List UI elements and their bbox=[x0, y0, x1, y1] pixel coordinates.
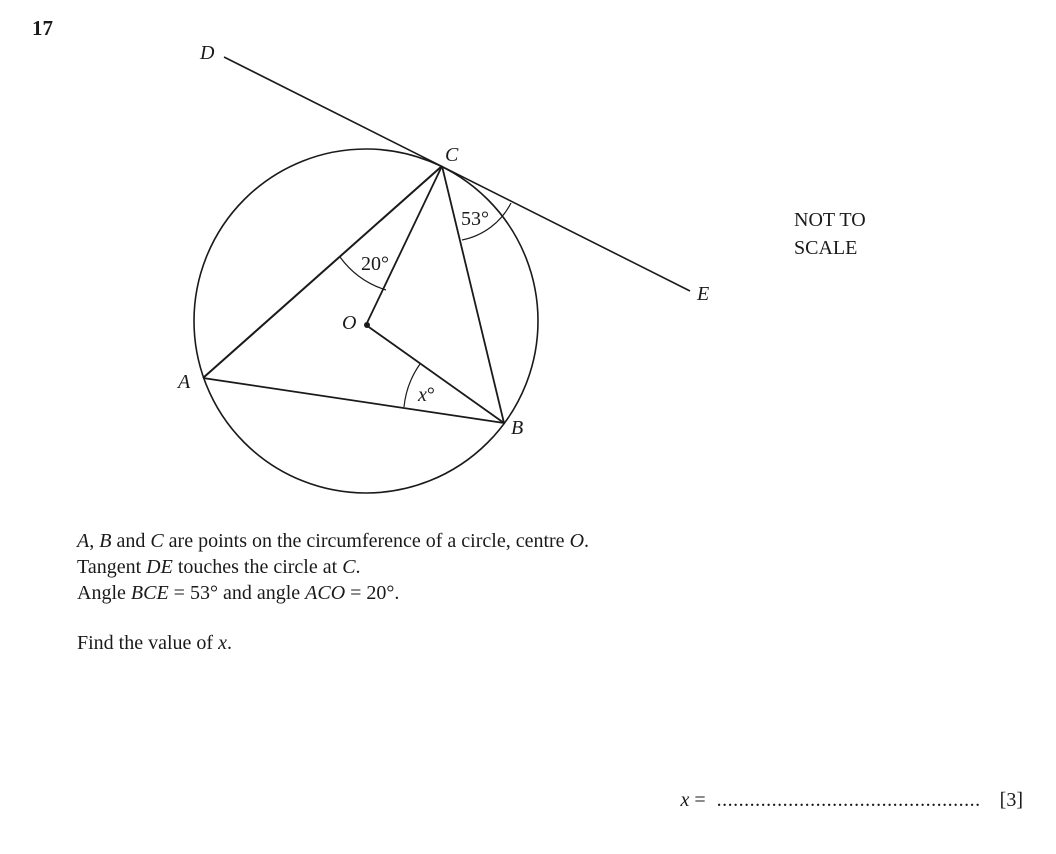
angle-label-bce: 53° bbox=[461, 208, 489, 230]
tangent-line-de bbox=[224, 57, 690, 291]
math-symbol: ACO bbox=[305, 582, 346, 604]
chord-cb bbox=[442, 166, 504, 423]
radius-oc bbox=[366, 166, 442, 325]
find-instruction bbox=[77, 632, 232, 655]
not-to-scale-note bbox=[794, 206, 866, 262]
math-symbol: C bbox=[150, 530, 164, 552]
math-symbol: A bbox=[77, 530, 90, 552]
text-run: = 53° and angle bbox=[168, 582, 306, 604]
label-e: E bbox=[697, 283, 710, 305]
math-symbol: O bbox=[569, 530, 585, 552]
text-run: . bbox=[584, 530, 590, 552]
text-run: , bbox=[89, 530, 100, 552]
angle-label-x-var: x bbox=[418, 384, 427, 406]
text-run: are points on the circumference of a circle, centre bbox=[163, 530, 570, 552]
answer-field[interactable]: ................................................ bbox=[716, 789, 981, 811]
text-run: and bbox=[111, 530, 151, 552]
question-line bbox=[77, 580, 589, 606]
text-run: Angle bbox=[77, 582, 131, 604]
text-run: . bbox=[226, 632, 232, 654]
label-a: A bbox=[178, 371, 191, 393]
not-to-scale-line-2: SCALE bbox=[794, 237, 858, 259]
circle bbox=[194, 149, 538, 493]
label-b: B bbox=[511, 417, 524, 439]
label-c: C bbox=[445, 144, 459, 166]
answer-variable: x bbox=[680, 789, 690, 811]
text-run: Tangent bbox=[77, 556, 147, 578]
answer-equals: = bbox=[694, 789, 706, 811]
text-run: = 20°. bbox=[345, 582, 400, 604]
label-d: D bbox=[200, 42, 215, 64]
chord-ca bbox=[203, 166, 442, 378]
label-o: O bbox=[342, 312, 357, 334]
text-run: touches the circle at bbox=[172, 556, 343, 578]
question-number: 17 bbox=[32, 16, 53, 40]
text-run: Find the value of bbox=[77, 632, 219, 654]
question-text bbox=[77, 528, 589, 606]
not-to-scale-line-1: NOT TO bbox=[794, 209, 866, 231]
angle-label-x-deg: ° bbox=[426, 384, 435, 406]
centre-dot bbox=[364, 322, 370, 328]
question-line bbox=[77, 554, 589, 580]
marks-label: [3] bbox=[999, 789, 1023, 811]
text-run: . bbox=[355, 556, 361, 578]
math-symbol: B bbox=[99, 530, 112, 552]
angle-label-aco: 20° bbox=[361, 253, 389, 275]
math-symbol: DE bbox=[146, 556, 173, 578]
math-symbol: x bbox=[218, 632, 227, 654]
answer-line bbox=[681, 789, 1024, 812]
math-symbol: C bbox=[342, 556, 356, 578]
angle-label-x bbox=[417, 384, 435, 406]
question-line bbox=[77, 528, 589, 554]
chord-ab bbox=[203, 378, 504, 423]
math-symbol: BCE bbox=[130, 582, 169, 604]
